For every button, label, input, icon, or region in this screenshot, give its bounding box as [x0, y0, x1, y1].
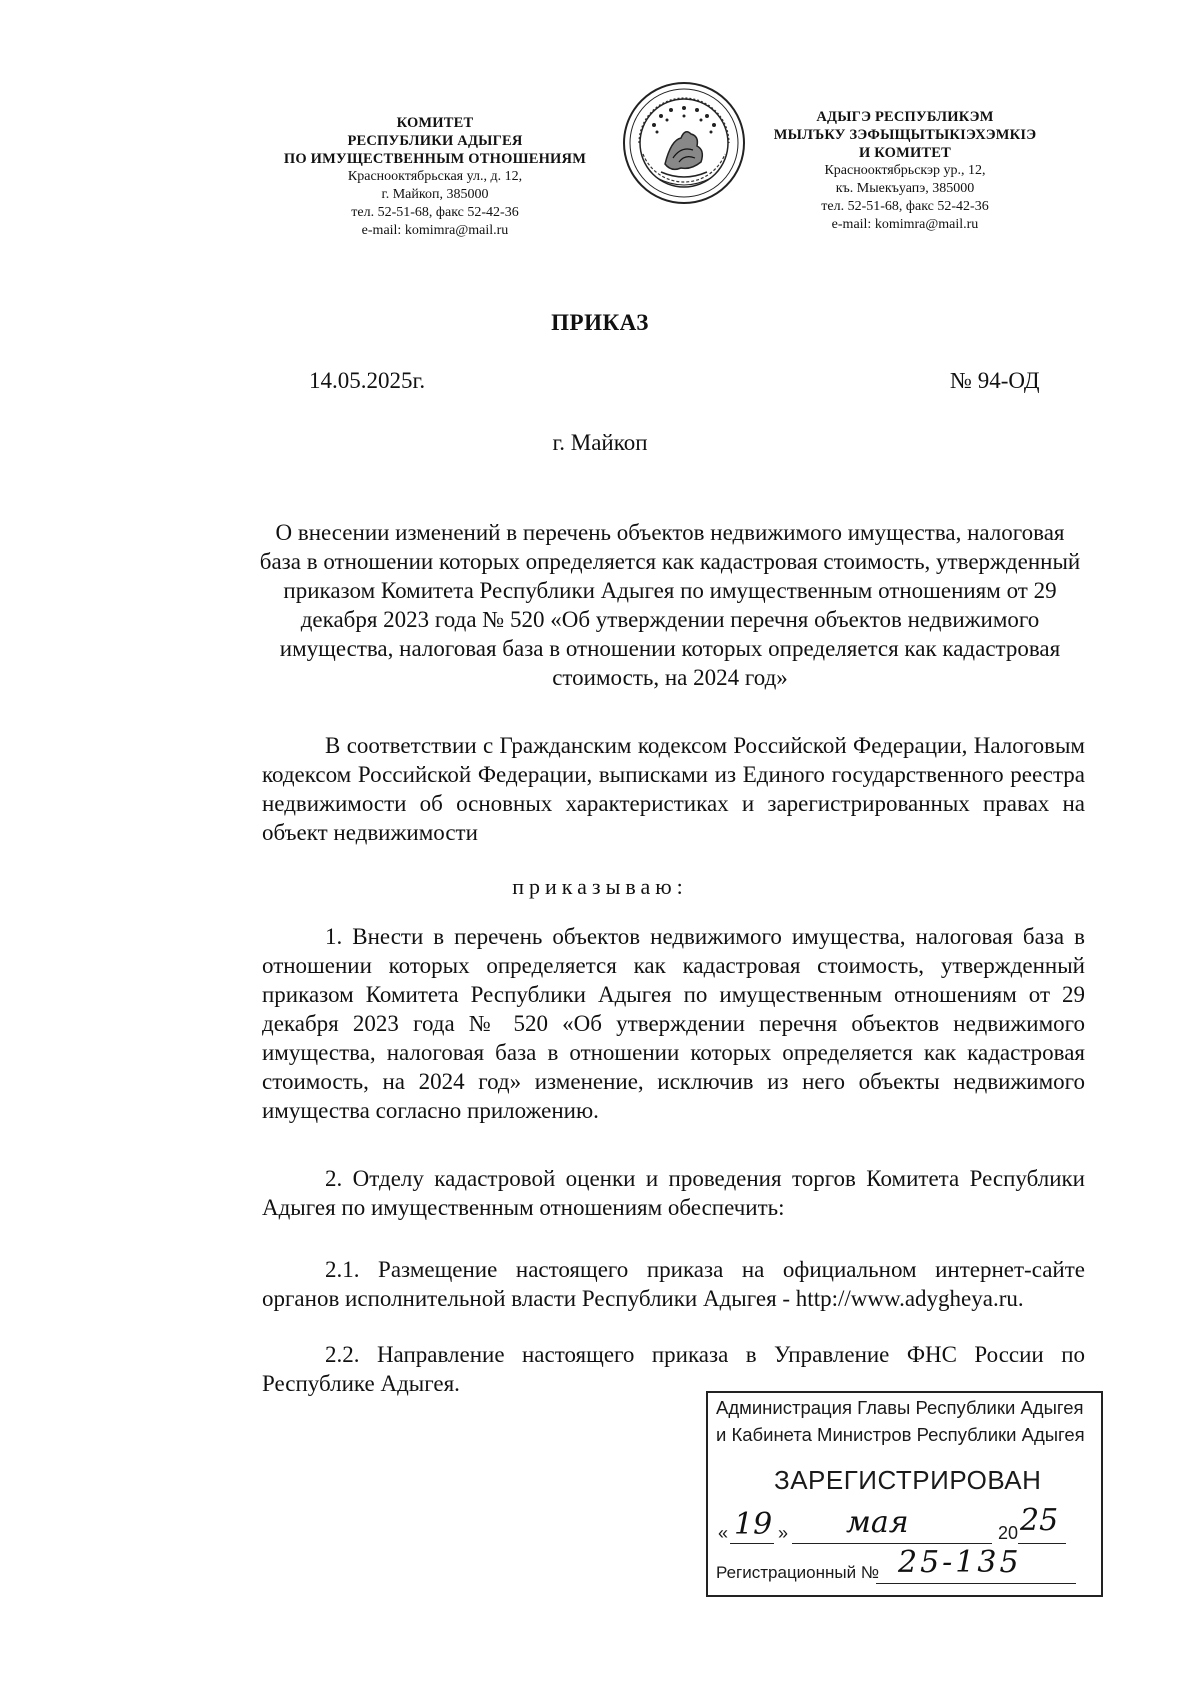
stamp-status: ЗАРЕГИСТРИРОВАН [774, 1465, 1042, 1495]
address-line: Краснооктябрьская ул., д. 12, [347, 169, 523, 184]
email-line: e-mail: komimra@mail.ru [831, 217, 979, 232]
order-item-1 [262, 922, 1085, 1125]
stamp-authority-line: и Кабинета Министров Республики Адыгея [716, 1424, 1085, 1445]
stamp-reg-label: Регистрационный № [716, 1563, 880, 1582]
stamp-authority-line: Администрация Главы Республики Адыгея [716, 1397, 1084, 1418]
document-subject: О внесении изменений в перечень объектов недвижимого имущества, налоговая база в отношении которых определяется как кадастровая стоимость, утвержденный приказом Комитета Республики Адыгея по имущественным отношениям от 29 декабря 2023 года № 520 «Об утверждении перечня объектов недвижимого имущества, налоговая база в отношении которых определяется как кадастровая стоимость, на 2024 год» [259, 520, 1081, 690]
order-word: приказываю: [512, 874, 688, 899]
stamp-year-prefix: 20 [998, 1523, 1019, 1543]
document-title: ПРИКАЗ [551, 310, 649, 335]
order-item-2-1-text: 2.1. Размещение настоящего приказа на официальном интернет-сайте органов исполнительной власти Республики Адыгея - http://www.adygheya.ru. [262, 1257, 1085, 1311]
preamble-paragraph [262, 731, 1085, 847]
org-name-line: МЫЛЪКУ ЗЭФЫЩЫТЫКIЭХЭМКIЭ [773, 127, 1037, 143]
stamp-date-line [718, 1503, 1088, 1549]
stamp-year-suffix: 25 [1020, 1503, 1059, 1538]
adygea-emblem-icon [621, 80, 747, 206]
order-item-2-2 [262, 1340, 1085, 1398]
quote-open: « [718, 1523, 729, 1543]
org-name-line: АДЫГЭ РЕСПУБЛИКЭМ [816, 109, 994, 125]
header-right-block [755, 108, 1055, 234]
order-item-2-2-text: 2.2. Направление настоящего приказа в Управление ФНС России по Республике Адыгея. [262, 1342, 1085, 1396]
preamble-text: В соответствии с Гражданским кодексом Российской Федерации, Налоговым кодексом Российской Федерации, выписками из Единого государственного реестра недвижимости об основных характеристиках и зарегистрированных правах на объект недвижимости [262, 733, 1085, 845]
org-name-line: РЕСПУБЛИКИ АДЫГЕЯ [347, 133, 523, 149]
address-line: къ. Мыекъуапэ, 385000 [835, 181, 975, 196]
address-line: Краснооктябрьскэр ур., 12, [824, 163, 986, 178]
registration-stamp [706, 1391, 1103, 1597]
stamp-day: 19 [734, 1507, 773, 1542]
stamp-registration-line [716, 1545, 1096, 1589]
phone-line: тел. 52-51-68, факс 52-42-36 [821, 199, 989, 214]
phone-line: тел. 52-51-68, факс 52-42-36 [351, 205, 519, 220]
stamp-reg-number: 25-135 [898, 1545, 1022, 1580]
email-line: e-mail: komimra@mail.ru [361, 223, 509, 238]
stamp-month: мая [846, 1505, 909, 1540]
order-item-2-1 [262, 1255, 1085, 1313]
document-city: г. Майкоп [552, 430, 648, 455]
header-left-block [248, 114, 622, 240]
document-date: 14.05.2025г. [309, 368, 426, 393]
order-item-1-text: 1. Внести в перечень объектов недвижимого имущества, налоговая база в отношении которых определяется как кадастровая стоимость, утвержденный приказом Комитета Республики Адыгея по имущественным отношениям от 29 декабря 2023 года № 520 «Об утверждении перечня объектов недвижимого имущества, налоговая база в отношении которых определяется как кадастровая стоимость, на 2024 год» изменение, исключив из него объекты недвижимого имущества согласно приложению. [262, 924, 1085, 1123]
address-line: г. Майкоп, 385000 [381, 187, 489, 202]
document-number: № 94-ОД [950, 368, 1040, 393]
org-name-line: ПО ИМУЩЕСТВЕННЫМ ОТНОШЕНИЯМ [283, 151, 587, 167]
order-item-2 [262, 1164, 1085, 1222]
org-name-line: КОМИТЕТ [396, 115, 474, 131]
org-name-line: И КОМИТЕТ [858, 145, 952, 161]
order-item-2-text: 2. Отделу кадастровой оценки и проведения торгов Комитета Республики Адыгея по имущественным отношениям обеспечить: [262, 1166, 1085, 1220]
quote-close: » [778, 1523, 789, 1543]
